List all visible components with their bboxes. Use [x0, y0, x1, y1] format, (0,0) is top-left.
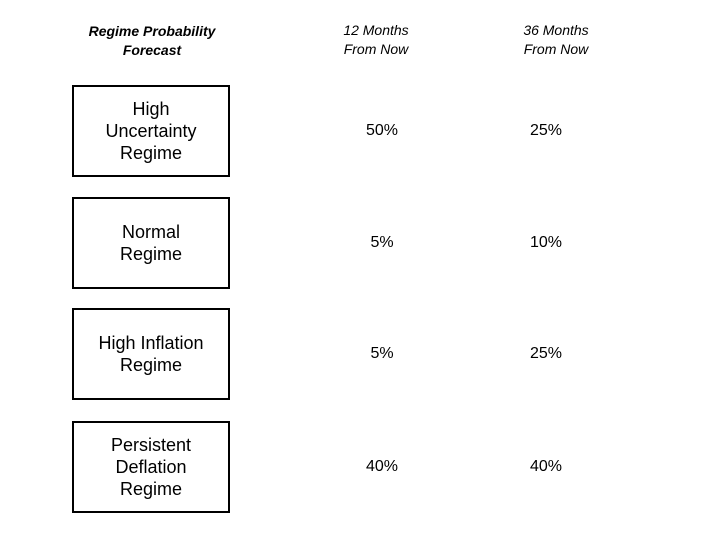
regime-row-persistent-deflation [0, 421, 720, 513]
regime-box [72, 308, 230, 400]
probability-12-months: 5% [370, 234, 394, 251]
probability-36-months: 25% [529, 122, 563, 139]
regime-label: High Inflation Regime [98, 333, 204, 375]
regime-row-normal [0, 197, 720, 289]
column-header-36-line1: 36 Months [523, 22, 589, 38]
regime-row-high-inflation [0, 308, 720, 400]
probability-36-months: 25% [529, 345, 563, 362]
regime-row-high-uncertainty [0, 85, 720, 177]
probability-12-months: 5% [370, 345, 394, 362]
regime-box [72, 85, 230, 177]
regime-label: High Uncertainty Regime [105, 99, 197, 163]
probability-12-months: 50% [365, 122, 399, 139]
regime-box [72, 421, 230, 513]
probability-12-months: 40% [365, 458, 399, 475]
column-header-12-line1: 12 Months [343, 22, 409, 38]
regime-label: Persistent Deflation Regime [110, 435, 192, 499]
probability-36-months: 10% [529, 234, 563, 251]
column-header-12-months [316, 21, 436, 59]
column-header-36-line2: From Now [523, 41, 589, 57]
probability-36-months: 40% [529, 458, 563, 475]
table-title-line1: Regime Probability [88, 23, 216, 39]
column-header-36-months [496, 21, 616, 59]
table-title [72, 22, 232, 60]
table-title-line2: Forecast [122, 42, 182, 58]
regime-label: Normal Regime [119, 222, 183, 264]
column-header-12-line2: From Now [343, 41, 409, 57]
regime-box [72, 197, 230, 289]
